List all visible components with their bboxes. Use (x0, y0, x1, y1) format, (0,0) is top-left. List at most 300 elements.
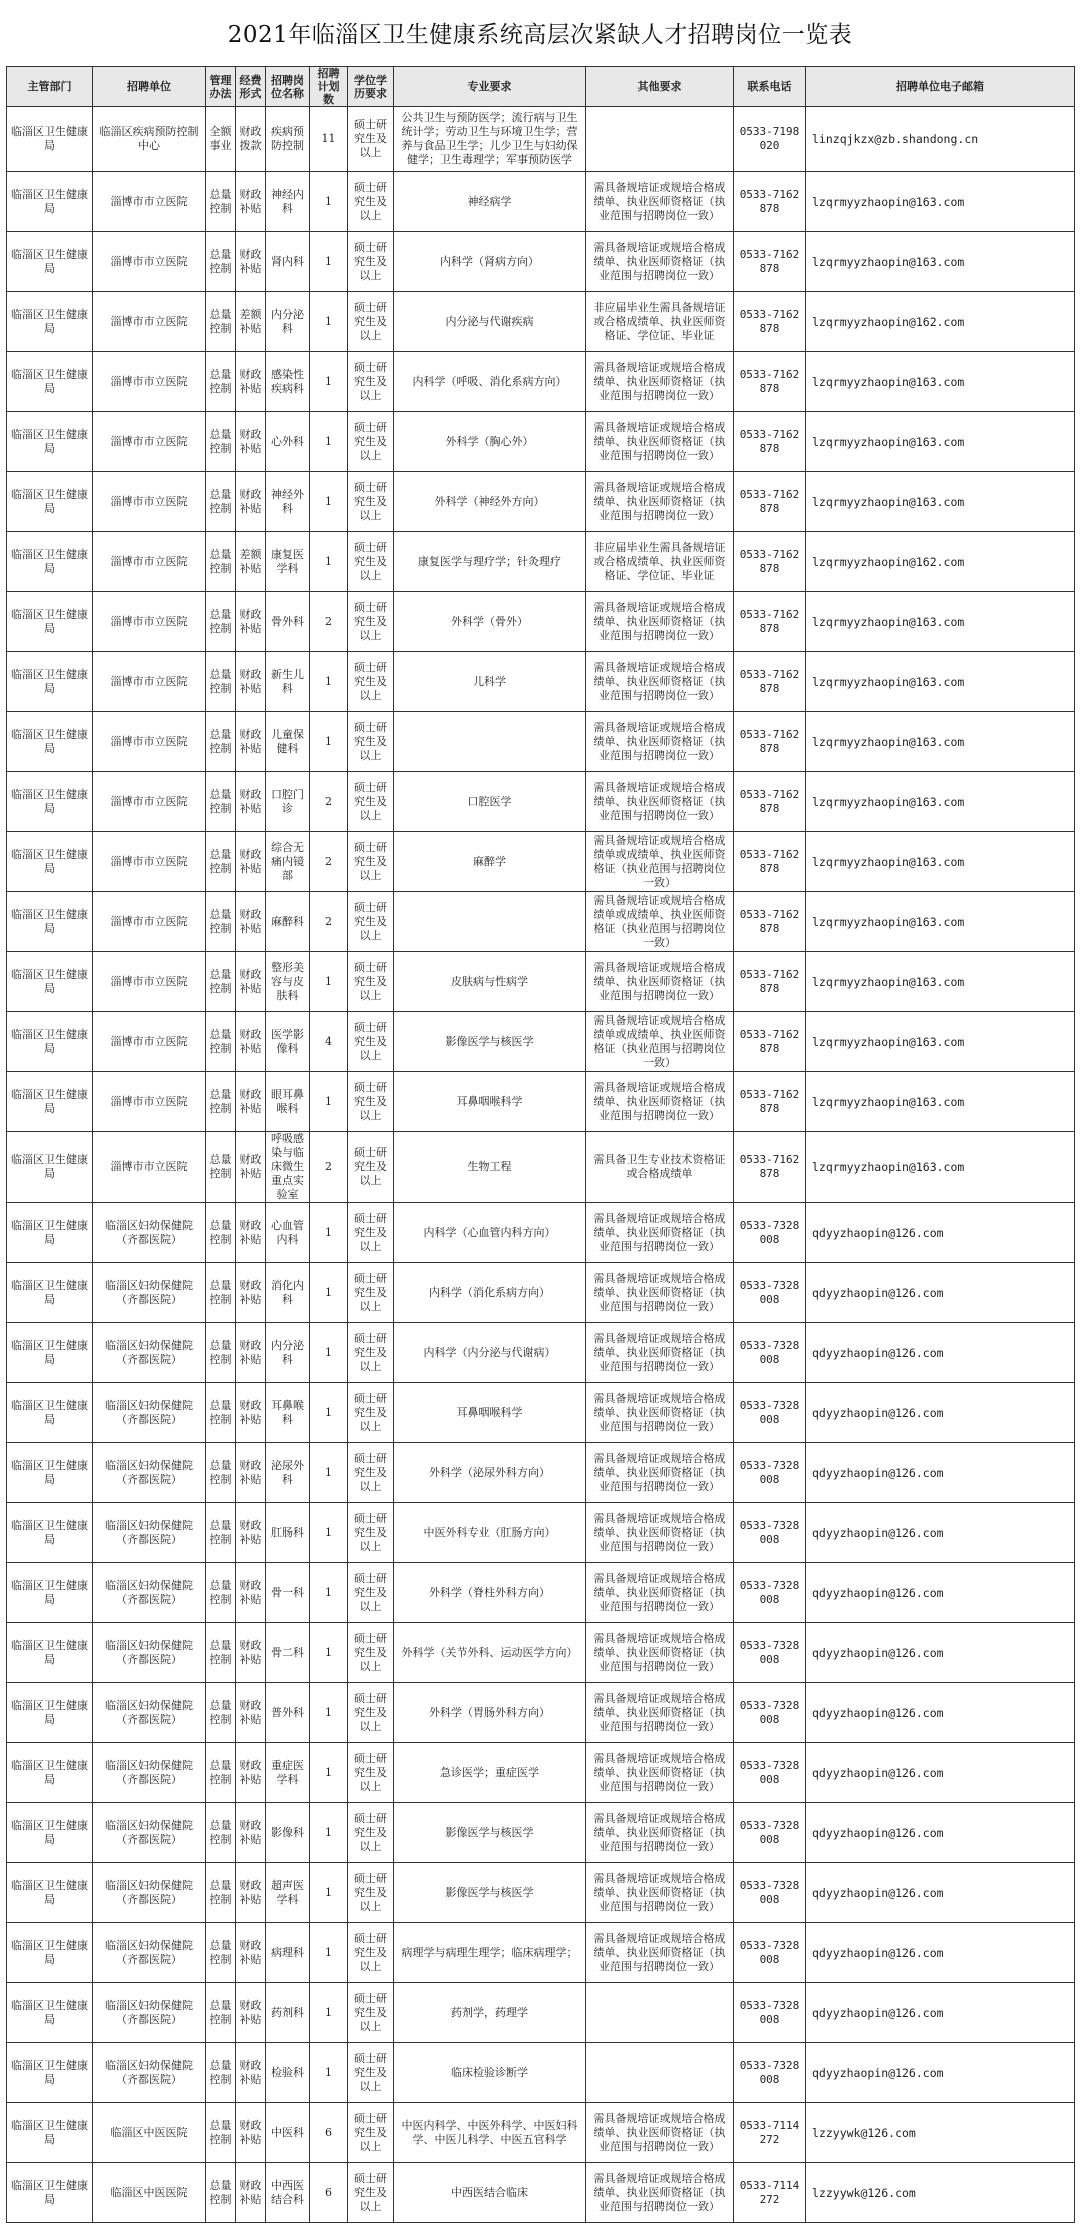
phone-cell: 0533-7328008 (734, 1623, 806, 1683)
requirements-cell: 需具备规培证或规培合格成绩单、执业医师资格证（执业范围与招聘岗位一致） (586, 2163, 734, 2223)
degree-cell: 硕士研究生及以上 (348, 2103, 394, 2163)
mgmt-cell: 总量控制 (206, 1863, 236, 1923)
fund-cell: 财政补贴 (236, 472, 266, 532)
post-cell: 综合无痛内镜部 (266, 832, 310, 892)
requirements-cell: 需具备规培证或规培合格成绩单、执业医师资格证（执业范围与招聘岗位一致） (586, 2103, 734, 2163)
email-cell: qdyyzhaopin@126.com (806, 1383, 1075, 1443)
email-cell: qdyyzhaopin@126.com (806, 1203, 1075, 1263)
phone-cell: 0533-7162878 (734, 472, 806, 532)
header-mgmt: 管理办法 (206, 67, 236, 107)
unit-cell: 临淄区妇幼保健院（齐都医院） (93, 1803, 206, 1863)
phone-cell: 0533-7328008 (734, 1923, 806, 1983)
table-row (7, 472, 1075, 532)
dept-cell: 临淄区卫生健康局 (7, 1383, 93, 1443)
post-cell: 骨二科 (266, 1623, 310, 1683)
major-cell: 内科学（心血管内科方向） (394, 1203, 586, 1263)
unit-cell: 临淄区妇幼保健院（齐都医院） (93, 1443, 206, 1503)
email-cell: lzqrmyyzhaopin@163.com (806, 592, 1075, 652)
dept-cell: 临淄区卫生健康局 (7, 532, 93, 592)
post-cell: 感染性疾病科 (266, 352, 310, 412)
major-cell: 影像医学与核医学 (394, 1012, 586, 1072)
unit-cell: 临淄区妇幼保健院（齐都医院） (93, 1683, 206, 1743)
email-cell: qdyyzhaopin@126.com (806, 1323, 1075, 1383)
post-cell: 整形美容与皮肤科 (266, 952, 310, 1012)
mgmt-cell: 总量控制 (206, 1503, 236, 1563)
major-cell: 耳鼻咽喉科学 (394, 1383, 586, 1443)
major-cell: 临床检验诊断学 (394, 2043, 586, 2103)
dept-cell: 临淄区卫生健康局 (7, 1983, 93, 2043)
table-row (7, 532, 1075, 592)
major-cell: 内科学（呼吸、消化系病方向） (394, 352, 586, 412)
phone-cell: 0533-7162878 (734, 232, 806, 292)
dept-cell: 临淄区卫生健康局 (7, 1323, 93, 1383)
num-cell: 2 (310, 1132, 348, 1203)
table-body (7, 107, 1075, 2223)
num-cell: 1 (310, 232, 348, 292)
major-cell: 急诊医学；重症医学 (394, 1743, 586, 1803)
table-row (7, 832, 1075, 892)
degree-cell: 硕士研究生及以上 (348, 1683, 394, 1743)
dept-cell: 临淄区卫生健康局 (7, 1683, 93, 1743)
major-cell: 儿科学 (394, 652, 586, 712)
dept-cell: 临淄区卫生健康局 (7, 1503, 93, 1563)
major-cell: 麻醉学 (394, 832, 586, 892)
phone-cell: 0533-7162878 (734, 892, 806, 952)
phone-cell: 0533-7114272 (734, 2163, 806, 2223)
mgmt-cell: 总量控制 (206, 1443, 236, 1503)
unit-cell: 淄博市市立医院 (93, 592, 206, 652)
mgmt-cell: 总量控制 (206, 532, 236, 592)
unit-cell: 临淄区妇幼保健院（齐都医院） (93, 1983, 206, 2043)
degree-cell: 硕士研究生及以上 (348, 1443, 394, 1503)
num-cell: 2 (310, 892, 348, 952)
post-cell: 骨外科 (266, 592, 310, 652)
header-dept: 主管部门 (7, 67, 93, 107)
requirements-cell: 需具备卫生专业技术资格证或合格成绩单 (586, 1132, 734, 1203)
requirements-cell: 需具备规培证或规培合格成绩单、执业医师资格证（执业范围与招聘岗位一致） (586, 1683, 734, 1743)
degree-cell: 硕士研究生及以上 (348, 712, 394, 772)
num-cell: 1 (310, 1623, 348, 1683)
mgmt-cell: 总量控制 (206, 472, 236, 532)
dept-cell: 临淄区卫生健康局 (7, 772, 93, 832)
requirements-cell: 需具备规培证或规培合格成绩单、执业医师资格证（执业范围与招聘岗位一致） (586, 712, 734, 772)
unit-cell: 淄博市市立医院 (93, 532, 206, 592)
page-title: 2021年临淄区卫生健康系统高层次紧缺人才招聘岗位一览表 (227, 22, 853, 48)
num-cell: 2 (310, 832, 348, 892)
mgmt-cell: 总量控制 (206, 232, 236, 292)
phone-cell: 0533-7162878 (734, 352, 806, 412)
unit-cell: 淄博市市立医院 (93, 772, 206, 832)
email-cell: lzqrmyyzhaopin@163.com (806, 772, 1075, 832)
mgmt-cell: 总量控制 (206, 1383, 236, 1443)
post-cell: 普外科 (266, 1683, 310, 1743)
table-row (7, 1443, 1075, 1503)
table-row (7, 952, 1075, 1012)
dept-cell: 临淄区卫生健康局 (7, 952, 93, 1012)
num-cell: 1 (310, 952, 348, 1012)
fund-cell: 财政补贴 (236, 1743, 266, 1803)
dept-cell: 临淄区卫生健康局 (7, 1263, 93, 1323)
phone-cell: 0533-7328008 (734, 1863, 806, 1923)
email-cell: lzqrmyyzhaopin@163.com (806, 1072, 1075, 1132)
post-cell: 新生儿科 (266, 652, 310, 712)
post-cell: 眼耳鼻喉科 (266, 1072, 310, 1132)
email-cell: lzqrmyyzhaopin@162.com (806, 292, 1075, 352)
table-row (7, 352, 1075, 412)
major-cell: 外科学（骨外） (394, 592, 586, 652)
phone-cell: 0533-7328008 (734, 1683, 806, 1743)
email-cell: lzqrmyyzhaopin@163.com (806, 472, 1075, 532)
fund-cell: 财政补贴 (236, 1072, 266, 1132)
post-cell: 心血管内科 (266, 1203, 310, 1263)
requirements-cell: 需具备规培证或规培合格成绩单、执业医师资格证（执业范围与招聘岗位一致） (586, 1263, 734, 1323)
num-cell: 1 (310, 412, 348, 472)
mgmt-cell: 总量控制 (206, 892, 236, 952)
dept-cell: 临淄区卫生健康局 (7, 592, 93, 652)
degree-cell: 硕士研究生及以上 (348, 232, 394, 292)
dept-cell: 临淄区卫生健康局 (7, 1072, 93, 1132)
major-cell: 外科学（胸心外） (394, 412, 586, 472)
post-cell: 药剂科 (266, 1983, 310, 2043)
requirements-cell: 需具备规培证或规培合格成绩单或成绩单、执业医师资格证（执业范围与招聘岗位一致） (586, 832, 734, 892)
requirements-cell: 需具备规培证或规培合格成绩单、执业医师资格证（执业范围与招聘岗位一致） (586, 1072, 734, 1132)
num-cell: 1 (310, 1923, 348, 1983)
requirements-cell: 需具备规培证或规培合格成绩单、执业医师资格证（执业范围与招聘岗位一致） (586, 472, 734, 532)
phone-cell: 0533-7162878 (734, 172, 806, 232)
mgmt-cell: 总量控制 (206, 592, 236, 652)
header-degree: 学位学历要求 (348, 67, 394, 107)
dept-cell: 临淄区卫生健康局 (7, 412, 93, 472)
fund-cell: 差额补贴 (236, 532, 266, 592)
degree-cell: 硕士研究生及以上 (348, 1803, 394, 1863)
mgmt-cell: 总量控制 (206, 1132, 236, 1203)
requirements-cell: 非应届毕业生需具备规培证或合格成绩单、执业医师资格证、学位证、毕业证 (586, 292, 734, 352)
fund-cell: 财政补贴 (236, 952, 266, 1012)
major-cell: 耳鼻咽喉科学 (394, 1072, 586, 1132)
post-cell: 康复医学科 (266, 532, 310, 592)
unit-cell: 淄博市市立医院 (93, 832, 206, 892)
degree-cell: 硕士研究生及以上 (348, 1623, 394, 1683)
post-cell: 中西医结合科 (266, 2163, 310, 2223)
dept-cell: 临淄区卫生健康局 (7, 1012, 93, 1072)
fund-cell: 财政补贴 (236, 1132, 266, 1203)
email-cell: lzqrmyyzhaopin@163.com (806, 172, 1075, 232)
header-email: 招聘单位电子邮箱 (806, 67, 1075, 107)
degree-cell: 硕士研究生及以上 (348, 832, 394, 892)
unit-cell: 临淄区妇幼保健院（齐都医院） (93, 1923, 206, 1983)
dept-cell: 临淄区卫生健康局 (7, 2043, 93, 2103)
phone-cell: 0533-7328008 (734, 1263, 806, 1323)
requirements-cell: 需具备规培证或规培合格成绩单、执业医师资格证（执业范围与招聘岗位一致） (586, 1203, 734, 1263)
major-cell: 康复医学与理疗学；针灸理疗 (394, 532, 586, 592)
email-cell: lzqrmyyzhaopin@163.com (806, 712, 1075, 772)
degree-cell: 硕士研究生及以上 (348, 1983, 394, 2043)
mgmt-cell: 总量控制 (206, 952, 236, 1012)
phone-cell: 0533-7328008 (734, 2043, 806, 2103)
fund-cell: 财政补贴 (236, 412, 266, 472)
dept-cell: 临淄区卫生健康局 (7, 1623, 93, 1683)
num-cell: 1 (310, 1503, 348, 1563)
requirements-cell: 需具备规培证或规培合格成绩单、执业医师资格证（执业范围与招聘岗位一致） (586, 412, 734, 472)
dept-cell: 临淄区卫生健康局 (7, 892, 93, 952)
unit-cell: 淄博市市立医院 (93, 1012, 206, 1072)
email-cell: qdyyzhaopin@126.com (806, 1803, 1075, 1863)
degree-cell: 硕士研究生及以上 (348, 1263, 394, 1323)
requirements-cell (586, 1983, 734, 2043)
fund-cell: 财政拨款 (236, 107, 266, 172)
degree-cell: 硕士研究生及以上 (348, 592, 394, 652)
unit-cell: 淄博市市立医院 (93, 172, 206, 232)
table-row (7, 712, 1075, 772)
mgmt-cell: 总量控制 (206, 1803, 236, 1863)
num-cell: 1 (310, 1863, 348, 1923)
header-num: 招聘计划数 (310, 67, 348, 107)
phone-cell: 0533-7328008 (734, 1323, 806, 1383)
requirements-cell: 需具备规培证或规培合格成绩单、执业医师资格证（执业范围与招聘岗位一致） (586, 652, 734, 712)
phone-cell: 0533-7162878 (734, 652, 806, 712)
phone-cell: 0533-7162878 (734, 292, 806, 352)
post-cell: 医学影像科 (266, 1012, 310, 1072)
mgmt-cell: 总量控制 (206, 1203, 236, 1263)
header-major: 专业要求 (394, 67, 586, 107)
email-cell: lzqrmyyzhaopin@163.com (806, 352, 1075, 412)
email-cell: qdyyzhaopin@126.com (806, 1623, 1075, 1683)
num-cell: 1 (310, 712, 348, 772)
num-cell: 1 (310, 2043, 348, 2103)
num-cell: 1 (310, 1983, 348, 2043)
table-row (7, 1132, 1075, 1203)
unit-cell: 临淄区妇幼保健院（齐都医院） (93, 1623, 206, 1683)
table-row (7, 1263, 1075, 1323)
email-cell: lzqrmyyzhaopin@163.com (806, 232, 1075, 292)
degree-cell: 硕士研究生及以上 (348, 107, 394, 172)
degree-cell: 硕士研究生及以上 (348, 472, 394, 532)
email-cell: linzqjkzx@zb.shandong.cn (806, 107, 1075, 172)
mgmt-cell: 总量控制 (206, 1623, 236, 1683)
post-cell: 疾病预防控制 (266, 107, 310, 172)
fund-cell: 财政补贴 (236, 832, 266, 892)
dept-cell: 临淄区卫生健康局 (7, 107, 93, 172)
table-row (7, 1012, 1075, 1072)
num-cell: 1 (310, 1743, 348, 1803)
unit-cell: 临淄区妇幼保健院（齐都医院） (93, 1323, 206, 1383)
unit-cell: 临淄区妇幼保健院（齐都医院） (93, 1203, 206, 1263)
email-cell: qdyyzhaopin@126.com (806, 1563, 1075, 1623)
unit-cell: 淄博市市立医院 (93, 952, 206, 1012)
dept-cell: 临淄区卫生健康局 (7, 1743, 93, 1803)
table-row (7, 2043, 1075, 2103)
post-cell: 超声医学科 (266, 1863, 310, 1923)
degree-cell: 硕士研究生及以上 (348, 1203, 394, 1263)
requirements-cell: 需具备规培证或规培合格成绩单或成绩单、执业医师资格证（执业范围与招聘岗位一致） (586, 1012, 734, 1072)
major-cell: 外科学（胃肠外科方向） (394, 1683, 586, 1743)
dept-cell: 临淄区卫生健康局 (7, 1203, 93, 1263)
requirements-cell: 需具备规培证或规培合格成绩单、执业医师资格证（执业范围与招聘岗位一致） (586, 232, 734, 292)
unit-cell: 临淄区妇幼保健院（齐都医院） (93, 1383, 206, 1443)
email-cell: lzqrmyyzhaopin@163.com (806, 952, 1075, 1012)
degree-cell: 硕士研究生及以上 (348, 352, 394, 412)
mgmt-cell: 总量控制 (206, 2163, 236, 2223)
num-cell: 1 (310, 1203, 348, 1263)
email-cell: qdyyzhaopin@126.com (806, 1683, 1075, 1743)
num-cell: 11 (310, 107, 348, 172)
email-cell: qdyyzhaopin@126.com (806, 2043, 1075, 2103)
header-row (7, 67, 1075, 107)
major-cell: 外科学（脊柱外科方向） (394, 1563, 586, 1623)
major-cell: 外科学（泌尿外科方向） (394, 1443, 586, 1503)
num-cell: 1 (310, 292, 348, 352)
requirements-cell: 需具备规培证或规培合格成绩单、执业医师资格证（执业范围与招聘岗位一致） (586, 352, 734, 412)
dept-cell: 临淄区卫生健康局 (7, 1923, 93, 1983)
fund-cell: 财政补贴 (236, 652, 266, 712)
table-row (7, 1503, 1075, 1563)
table-row (7, 1323, 1075, 1383)
table-row (7, 592, 1075, 652)
dept-cell: 临淄区卫生健康局 (7, 712, 93, 772)
post-cell: 骨一科 (266, 1563, 310, 1623)
phone-cell: 0533-7162878 (734, 412, 806, 472)
mgmt-cell: 总量控制 (206, 1743, 236, 1803)
major-cell: 内科学（内分泌与代谢病） (394, 1323, 586, 1383)
degree-cell: 硕士研究生及以上 (348, 652, 394, 712)
mgmt-cell: 总量控制 (206, 1923, 236, 1983)
major-cell: 生物工程 (394, 1132, 586, 1203)
post-cell: 中医科 (266, 2103, 310, 2163)
email-cell: qdyyzhaopin@126.com (806, 1263, 1075, 1323)
unit-cell: 淄博市市立医院 (93, 232, 206, 292)
post-cell: 呼吸感染与临床微生重点实验室 (266, 1132, 310, 1203)
num-cell: 1 (310, 532, 348, 592)
header-fund: 经费形式 (236, 67, 266, 107)
num-cell: 1 (310, 1563, 348, 1623)
mgmt-cell: 总量控制 (206, 352, 236, 412)
unit-cell: 淄博市市立医院 (93, 472, 206, 532)
dept-cell: 临淄区卫生健康局 (7, 352, 93, 412)
major-cell: 中西医结合临床 (394, 2163, 586, 2223)
phone-cell: 0533-7162878 (734, 1072, 806, 1132)
phone-cell: 0533-7198020 (734, 107, 806, 172)
table-row (7, 1623, 1075, 1683)
dept-cell: 临淄区卫生健康局 (7, 1563, 93, 1623)
requirements-cell: 需具备规培证或规培合格成绩单、执业医师资格证（执业范围与招聘岗位一致） (586, 1383, 734, 1443)
degree-cell: 硕士研究生及以上 (348, 1743, 394, 1803)
major-cell: 中医外科专业（肛肠方向） (394, 1503, 586, 1563)
email-cell: lzqrmyyzhaopin@162.com (806, 532, 1075, 592)
fund-cell: 财政补贴 (236, 1563, 266, 1623)
email-cell: lzqrmyyzhaopin@163.com (806, 652, 1075, 712)
degree-cell: 硕士研究生及以上 (348, 1323, 394, 1383)
header-post: 招聘岗位名称 (266, 67, 310, 107)
mgmt-cell: 总量控制 (206, 1012, 236, 1072)
fund-cell: 财政补贴 (236, 772, 266, 832)
num-cell: 1 (310, 1803, 348, 1863)
post-cell: 口腔门诊 (266, 772, 310, 832)
unit-cell: 临淄区妇幼保健院（齐都医院） (93, 1563, 206, 1623)
table-row (7, 2103, 1075, 2163)
unit-cell: 淄博市市立医院 (93, 712, 206, 772)
email-cell: lzqrmyyzhaopin@163.com (806, 1132, 1075, 1203)
num-cell: 1 (310, 1683, 348, 1743)
dept-cell: 临淄区卫生健康局 (7, 1863, 93, 1923)
unit-cell: 淄博市市立医院 (93, 652, 206, 712)
fund-cell: 财政补贴 (236, 1383, 266, 1443)
dept-cell: 临淄区卫生健康局 (7, 1132, 93, 1203)
requirements-cell: 需具备规培证或规培合格成绩单、执业医师资格证（执业范围与招聘岗位一致） (586, 952, 734, 1012)
fund-cell: 财政补贴 (236, 2163, 266, 2223)
degree-cell: 硕士研究生及以上 (348, 892, 394, 952)
post-cell: 重症医学科 (266, 1743, 310, 1803)
major-cell: 外科学（神经外方向） (394, 472, 586, 532)
post-cell: 肛肠科 (266, 1503, 310, 1563)
phone-cell: 0533-7162878 (734, 592, 806, 652)
post-cell: 神经内科 (266, 172, 310, 232)
dept-cell: 临淄区卫生健康局 (7, 1803, 93, 1863)
requirements-cell: 需具备规培证或规培合格成绩单、执业医师资格证（执业范围与招聘岗位一致） (586, 1623, 734, 1683)
phone-cell: 0533-7162878 (734, 952, 806, 1012)
unit-cell: 临淄区妇幼保健院（齐都医院） (93, 1263, 206, 1323)
dept-cell: 临淄区卫生健康局 (7, 832, 93, 892)
fund-cell: 财政补贴 (236, 2043, 266, 2103)
unit-cell: 淄博市市立医院 (93, 292, 206, 352)
email-cell: lzqrmyyzhaopin@163.com (806, 892, 1075, 952)
header-unit: 招聘单位 (93, 67, 206, 107)
phone-cell: 0533-7162878 (734, 532, 806, 592)
degree-cell: 硕士研究生及以上 (348, 1863, 394, 1923)
table-row (7, 1072, 1075, 1132)
table-row (7, 172, 1075, 232)
major-cell: 外科学（关节外科、运动医学方向） (394, 1623, 586, 1683)
post-cell: 神经外科 (266, 472, 310, 532)
phone-cell: 0533-7328008 (734, 1383, 806, 1443)
major-cell: 病理学与病理生理学；临床病理学； (394, 1923, 586, 1983)
header-requirements: 其他要求 (586, 67, 734, 107)
unit-cell: 淄博市市立医院 (93, 1132, 206, 1203)
fund-cell: 财政补贴 (236, 172, 266, 232)
num-cell: 6 (310, 2163, 348, 2223)
requirements-cell (586, 107, 734, 172)
major-cell: 内分泌与代谢疾病 (394, 292, 586, 352)
major-cell: 影像医学与核医学 (394, 1803, 586, 1863)
degree-cell: 硕士研究生及以上 (348, 172, 394, 232)
major-cell: 内科学（消化系病方向） (394, 1263, 586, 1323)
mgmt-cell: 总量控制 (206, 2043, 236, 2103)
major-cell: 药剂学，药理学 (394, 1983, 586, 2043)
requirements-cell: 需具备规培证或规培合格成绩单、执业医师资格证（执业范围与招聘岗位一致） (586, 1743, 734, 1803)
header-phone: 联系电话 (734, 67, 806, 107)
mgmt-cell: 总量控制 (206, 1323, 236, 1383)
table-row (7, 107, 1075, 172)
mgmt-cell: 总量控制 (206, 1563, 236, 1623)
table-row (7, 1563, 1075, 1623)
num-cell: 1 (310, 352, 348, 412)
major-cell (394, 892, 586, 952)
fund-cell: 财政补贴 (236, 892, 266, 952)
num-cell: 1 (310, 172, 348, 232)
phone-cell: 0533-7328008 (734, 1563, 806, 1623)
phone-cell: 0533-7328008 (734, 1983, 806, 2043)
fund-cell: 财政补贴 (236, 352, 266, 412)
phone-cell: 0533-7328008 (734, 1503, 806, 1563)
degree-cell: 硕士研究生及以上 (348, 2043, 394, 2103)
post-cell: 影像科 (266, 1803, 310, 1863)
mgmt-cell: 总量控制 (206, 772, 236, 832)
mgmt-cell: 总量控制 (206, 292, 236, 352)
fund-cell: 财政补贴 (236, 592, 266, 652)
requirements-cell: 需具备规培证或规培合格成绩单或成绩单、执业医师资格证（执业范围与招聘岗位一致） (586, 892, 734, 952)
phone-cell: 0533-7328008 (734, 1443, 806, 1503)
table-row (7, 1203, 1075, 1263)
fund-cell: 财政补贴 (236, 1443, 266, 1503)
